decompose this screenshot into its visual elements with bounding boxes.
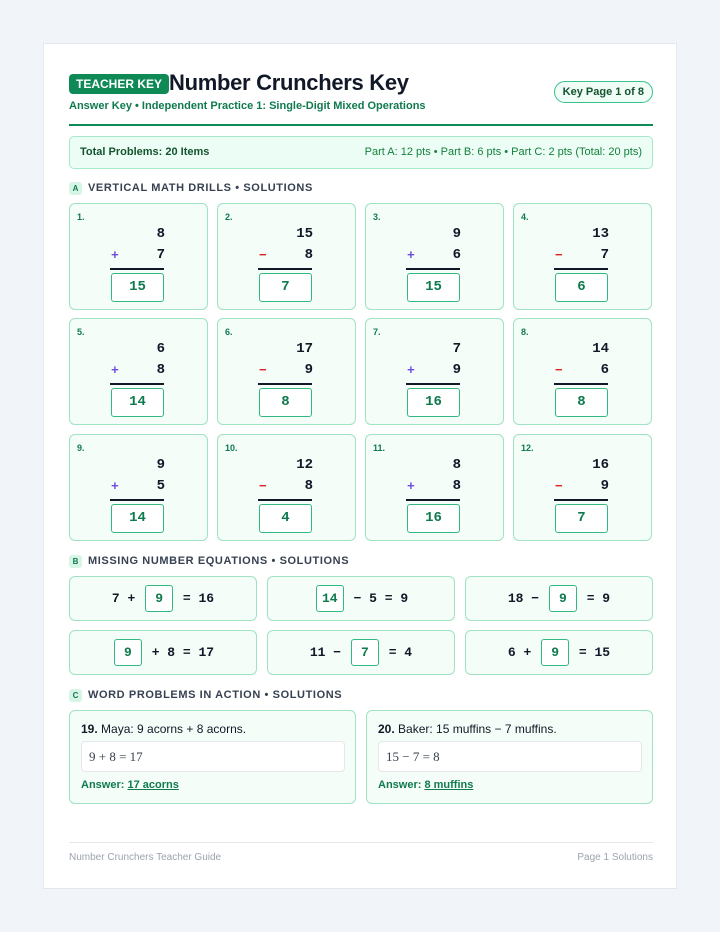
problem-number: 11. [373, 443, 386, 453]
equation-left: 7 + [111, 591, 144, 606]
answer-bar [110, 383, 164, 385]
section-label: WORD PROBLEMS IN ACTION • SOLUTIONS [88, 689, 343, 701]
answer-box[interactable]: 7 [259, 273, 312, 302]
answer-line [81, 779, 179, 791]
plus-sign: + [111, 248, 119, 263]
equation-card [69, 576, 257, 621]
answer-box[interactable]: 9 [145, 585, 173, 612]
equation-card [267, 630, 455, 675]
problem-number: 10. [225, 443, 238, 453]
bottom-operand: 9 [452, 362, 461, 378]
equation-right: + 8 = 17 [143, 645, 215, 660]
answer-box[interactable]: 9 [549, 585, 577, 612]
answer-box[interactable]: 9 [114, 639, 142, 666]
drill-card [513, 203, 652, 310]
equation-left: 11 − [309, 645, 349, 660]
drill-card [217, 203, 356, 310]
drill-card [217, 318, 356, 425]
answer-box[interactable]: 8 [259, 388, 312, 417]
section-letter: B [69, 555, 82, 568]
answer-bar [554, 268, 608, 270]
plus-sign: + [111, 479, 119, 494]
bottom-operand: 9 [600, 478, 609, 494]
bottom-operand: 9 [304, 362, 313, 378]
top-operand: 9 [156, 457, 165, 473]
answer-bar [406, 268, 460, 270]
answer-box[interactable]: 16 [407, 388, 460, 417]
equation-card [465, 576, 653, 621]
key-page-badge: Key Page 1 of 8 [554, 81, 653, 103]
bottom-operand: 8 [304, 478, 313, 494]
section-label: MISSING NUMBER EQUATIONS • SOLUTIONS [88, 555, 350, 567]
equation-right: = 16 [175, 591, 215, 606]
problem-number: 20. [378, 722, 395, 736]
drill-card [513, 318, 652, 425]
answer-box[interactable]: 6 [555, 273, 608, 302]
plus-sign: + [111, 363, 119, 378]
answer-bar [406, 499, 460, 501]
top-operand: 17 [296, 341, 313, 357]
problem-number: 19. [81, 722, 98, 736]
page-subtitle: Answer Key • Independent Practice 1: Single-Digit Mixed Operations [69, 100, 426, 112]
answer-bar [258, 499, 312, 501]
drill-card [217, 434, 356, 541]
answer-line [378, 779, 473, 791]
problem-number: 6. [225, 327, 233, 337]
problem-number: 7. [373, 327, 381, 337]
answer-box[interactable]: 9 [541, 639, 569, 666]
minus-sign: − [555, 363, 563, 378]
problem-number: 3. [373, 212, 381, 222]
equation-right: = 15 [571, 645, 611, 660]
answer-label: Answer: [378, 779, 425, 791]
answer-bar [406, 383, 460, 385]
answer-box[interactable]: 14 [111, 504, 164, 533]
worksheet-page [43, 43, 677, 889]
drill-card [365, 434, 504, 541]
top-operand: 12 [296, 457, 313, 473]
footer-divider [69, 842, 653, 843]
problem-number: 2. [225, 212, 233, 222]
problem-text: Baker: 15 muffins − 7 muffins. [394, 722, 557, 736]
bottom-operand: 8 [452, 478, 461, 494]
answer-bar [110, 268, 164, 270]
footer-page-label: Page 1 Solutions [577, 852, 653, 863]
answer-label: Answer: [81, 779, 128, 791]
top-operand: 16 [592, 457, 609, 473]
minus-sign: − [259, 248, 267, 263]
answer-bar [554, 499, 608, 501]
word-problem-card [366, 710, 653, 804]
top-operand: 15 [296, 226, 313, 242]
drill-card [365, 203, 504, 310]
bottom-operand: 6 [452, 247, 461, 263]
problem-number: 5. [77, 327, 85, 337]
equation-right: = 4 [380, 645, 413, 660]
answer-value: 8 muffins [424, 779, 474, 791]
answer-bar [258, 268, 312, 270]
equation-right: = 9 [578, 591, 611, 606]
summary-banner [69, 136, 653, 169]
answer-box[interactable]: 4 [259, 504, 312, 533]
word-problem-question [81, 722, 246, 736]
problem-number: 4. [521, 212, 529, 222]
bottom-operand: 7 [156, 247, 165, 263]
drill-card [513, 434, 652, 541]
header-divider [69, 124, 653, 126]
drill-card [69, 318, 208, 425]
minus-sign: − [259, 479, 267, 494]
word-problem-question [378, 722, 557, 736]
section-label: VERTICAL MATH DRILLS • SOLUTIONS [88, 182, 313, 194]
plus-sign: + [407, 479, 415, 494]
plus-sign: + [407, 248, 415, 263]
problem-text: Maya: 9 acorns + 8 acorns. [97, 722, 247, 736]
teacher-key-badge: TEACHER KEY [69, 74, 169, 94]
top-operand: 8 [452, 457, 461, 473]
top-operand: 13 [592, 226, 609, 242]
top-operand: 14 [592, 341, 609, 357]
work-box[interactable]: 15 − 7 = 8 [378, 741, 642, 772]
top-operand: 6 [156, 341, 165, 357]
top-operand: 9 [452, 226, 461, 242]
answer-box[interactable]: 14 [316, 585, 344, 612]
answer-value: 17 acorns [127, 779, 179, 791]
problem-number: 1. [77, 212, 85, 222]
work-box[interactable]: 9 + 8 = 17 [81, 741, 345, 772]
answer-box[interactable]: 7 [555, 504, 608, 533]
drill-card [69, 434, 208, 541]
bottom-operand: 5 [156, 478, 165, 494]
drill-card [69, 203, 208, 310]
minus-sign: − [555, 248, 563, 263]
points-breakdown: Part A: 12 pts • Part B: 6 pts • Part C: 2 pts (Total: 20 pts) [364, 146, 642, 158]
word-problem-card [69, 710, 356, 804]
problem-number: 8. [521, 327, 529, 337]
page-header [69, 72, 653, 124]
equation-left: 6 + [507, 645, 540, 660]
answer-bar [258, 383, 312, 385]
bottom-operand: 8 [156, 362, 165, 378]
equation-card [267, 576, 455, 621]
answer-bar [554, 383, 608, 385]
top-operand: 7 [452, 341, 461, 357]
answer-box[interactable]: 15 [111, 273, 164, 302]
answer-box[interactable]: 8 [555, 388, 608, 417]
total-problems: Total Problems: 20 Items [80, 146, 210, 158]
equation-right: − 5 = 9 [345, 591, 409, 606]
answer-box[interactable]: 15 [407, 273, 460, 302]
section-letter: A [69, 182, 82, 195]
bottom-operand: 8 [304, 247, 313, 263]
section-letter: C [69, 689, 82, 702]
answer-bar [110, 499, 164, 501]
footer-guide-name: Number Crunchers Teacher Guide [69, 852, 222, 863]
answer-box[interactable]: 14 [111, 388, 164, 417]
answer-box[interactable]: 7 [351, 639, 379, 666]
equation-card [69, 630, 257, 675]
plus-sign: + [407, 363, 415, 378]
minus-sign: − [259, 363, 267, 378]
drill-card [365, 318, 504, 425]
bottom-operand: 7 [600, 247, 609, 263]
problem-number: 12. [521, 443, 534, 453]
top-operand: 8 [156, 226, 165, 242]
equation-left: 18 − [507, 591, 547, 606]
minus-sign: − [555, 479, 563, 494]
problem-number: 9. [77, 443, 85, 453]
equation-card [465, 630, 653, 675]
bottom-operand: 6 [600, 362, 609, 378]
answer-box[interactable]: 16 [407, 504, 460, 533]
page-title: Number Crunchers Key [169, 70, 409, 95]
